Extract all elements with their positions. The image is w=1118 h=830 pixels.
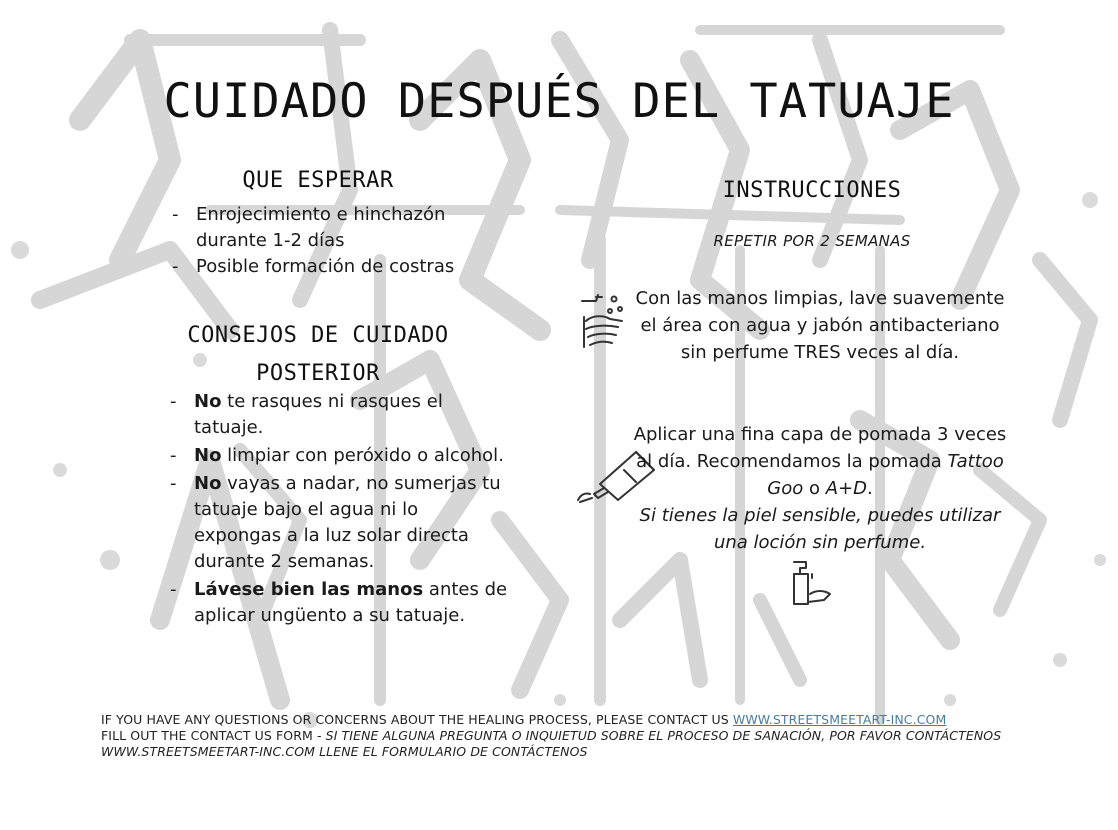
aftercare-tips-list: [168, 389, 508, 631]
list-item: [168, 389, 508, 441]
tip-emphasis: No: [194, 391, 222, 412]
website-link[interactable]: WWW.STREETSMEETART-INC.COM: [732, 712, 947, 727]
ointment-text: Aplicar una fina capa de pomada 3 veces al día. Recomendamos la pomada: [633, 424, 1007, 472]
contact-footer: [101, 712, 1021, 760]
sensitive-skin-note: Si tienes la piel sensible, puedes utilizar una loción sin perfume.: [639, 505, 1001, 553]
list-item: [168, 443, 508, 469]
ointment-or: o: [803, 478, 826, 499]
footer-spanish-text: SI TIENE ALGUNA PREGUNTA O INQUIETUD SOBRE EL PROCESO DE SANACIÓN, POR FAVOR CONTÁCTENOS WWW.STREETSMEETART-INC.COM LLENE EL FORMULARIO DE CONTÁCTENOS: [101, 728, 1002, 759]
tip-text: vayas a nadar, no sumerjas tu tatuaje bajo el agua ni lo expongas a la luz solar directa durante 2 semanas.: [194, 473, 501, 572]
list-item: - Posible formación de costras: [170, 254, 490, 280]
aftercare-tips-heading: [168, 317, 468, 393]
footer-form-text: FILL OUT THE CONTACT US FORM -: [101, 728, 326, 743]
list-item: [168, 577, 508, 629]
list-item: - Enrojecimiento e hinchazón durante 1-2 días: [170, 202, 490, 254]
hand-wash-icon: [578, 287, 632, 351]
tip-emphasis: No: [194, 445, 222, 466]
what-to-expect-list: [170, 202, 490, 280]
tip-emphasis: No: [194, 473, 222, 494]
tip-emphasis: Lávese bien las manos: [194, 579, 424, 600]
what-to-expect-heading: QUE ESPERAR: [242, 168, 394, 193]
ointment-instruction: [625, 421, 1015, 556]
footer-line-1: [101, 712, 1021, 728]
footer-line-2: [101, 728, 1021, 760]
footer-english-text: IF YOU HAVE ANY QUESTIONS OR CONCERNS ABOUT THE HEALING PROCESS, PLEASE CONTACT US: [101, 712, 733, 727]
repeat-note: REPETIR POR 2 SEMANAS: [713, 232, 911, 250]
list-item: [168, 471, 508, 575]
brand-tattoo-goo: Tattoo Goo: [767, 451, 1004, 499]
ointment-period: .: [866, 478, 873, 499]
instructions-heading: INSTRUCCIONES: [722, 178, 902, 203]
lotion-pump-icon: [786, 560, 832, 608]
tip-text: antes de aplicar ungüento a su tatuaje.: [194, 579, 508, 626]
tip-text: te rasques ni rasques el tatuaje.: [194, 391, 443, 438]
aftercare-tips-heading-line1: CONSEJOS DE CUIDADO: [187, 323, 449, 348]
wash-instruction: Con las manos limpias, lave suavemente el área con agua y jabón antibacteriano sin perfume TRES veces al día.: [635, 288, 1005, 363]
aftercare-tips-heading-line2: POSTERIOR: [256, 361, 380, 386]
brand-a-plus-d: A+D: [825, 478, 867, 499]
page-title: CUIDADO DESPUÉS DEL TATUAJE: [163, 74, 955, 129]
tip-text: limpiar con peróxido o alcohol.: [221, 445, 504, 466]
